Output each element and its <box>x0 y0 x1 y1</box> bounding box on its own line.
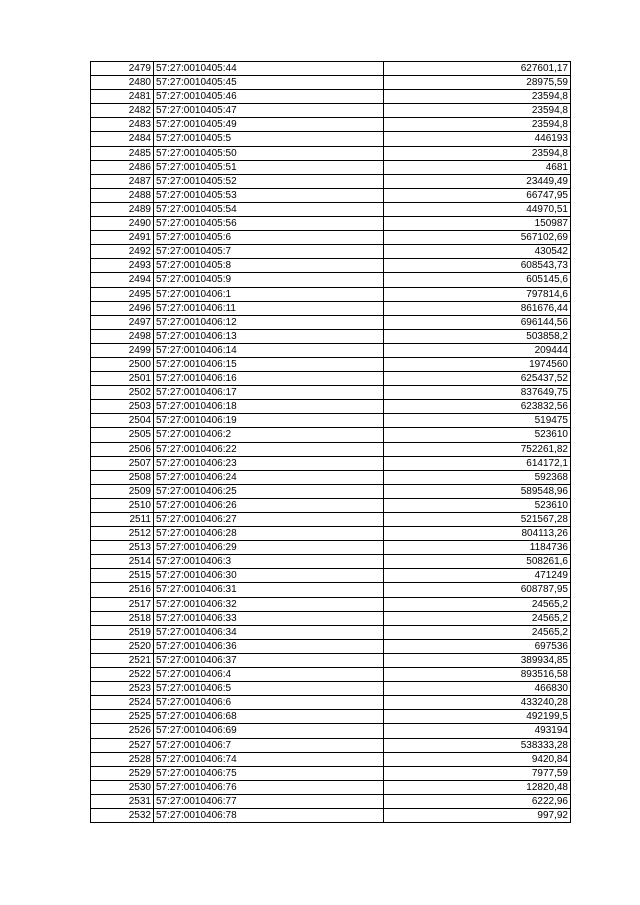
cadastral-value-cell: 627601,17 <box>384 62 571 76</box>
cadastral-number-cell: 57:27:0010406:17 <box>154 386 384 400</box>
cadastral-number-cell: 57:27:0010406:75 <box>154 766 384 780</box>
cadastral-value-cell: 503858,2 <box>384 329 571 343</box>
cadastral-value-cell: 614172,1 <box>384 456 571 470</box>
cadastral-value-cell: 519475 <box>384 414 571 428</box>
row-number-cell: 2519 <box>91 625 154 639</box>
cadastral-value-cell: 837649,75 <box>384 386 571 400</box>
row-number-cell: 2489 <box>91 202 154 216</box>
cadastral-value-cell: 23594,8 <box>384 146 571 160</box>
table-row <box>91 357 571 371</box>
cadastral-number-cell: 57:27:0010406:76 <box>154 780 384 794</box>
cadastral-number-cell: 57:27:0010405:52 <box>154 174 384 188</box>
cadastral-value-cell: 1184736 <box>384 541 571 555</box>
row-number-cell: 2513 <box>91 541 154 555</box>
row-number-cell: 2520 <box>91 639 154 653</box>
cadastral-number-cell: 57:27:0010405:49 <box>154 118 384 132</box>
row-number-cell: 2524 <box>91 696 154 710</box>
cadastral-value-cell: 23594,8 <box>384 104 571 118</box>
table-row <box>91 653 571 667</box>
row-number-cell: 2488 <box>91 188 154 202</box>
cadastral-value-cell: 493194 <box>384 724 571 738</box>
cadastral-number-cell: 57:27:0010406:30 <box>154 569 384 583</box>
row-number-cell: 2506 <box>91 442 154 456</box>
cadastral-value-cell: 430542 <box>384 245 571 259</box>
cadastral-value-cell: 592368 <box>384 470 571 484</box>
cadastral-value-cell: 538333,28 <box>384 738 571 752</box>
cadastral-number-cell: 57:27:0010406:69 <box>154 724 384 738</box>
table-row <box>91 202 571 216</box>
row-number-cell: 2484 <box>91 132 154 146</box>
cadastral-value-cell: 4681 <box>384 160 571 174</box>
cadastral-number-cell: 57:27:0010406:7 <box>154 738 384 752</box>
cadastral-number-cell: 57:27:0010406:33 <box>154 611 384 625</box>
row-number-cell: 2482 <box>91 104 154 118</box>
table-row <box>91 62 571 76</box>
cadastral-number-cell: 57:27:0010406:77 <box>154 794 384 808</box>
cadastral-value-cell: 521567,28 <box>384 513 571 527</box>
cadastral-value-cell: 433240,28 <box>384 696 571 710</box>
cadastral-number-cell: 57:27:0010406:24 <box>154 470 384 484</box>
cadastral-number-cell: 57:27:0010405:5 <box>154 132 384 146</box>
table-row <box>91 456 571 470</box>
row-number-cell: 2505 <box>91 428 154 442</box>
cadastral-number-cell: 57:27:0010406:16 <box>154 372 384 386</box>
cadastral-number-cell: 57:27:0010405:51 <box>154 160 384 174</box>
table-row <box>91 76 571 90</box>
row-number-cell: 2508 <box>91 470 154 484</box>
row-number-cell: 2509 <box>91 484 154 498</box>
cadastral-number-cell: 57:27:0010406:14 <box>154 343 384 357</box>
cadastral-value-cell: 471249 <box>384 569 571 583</box>
cadastral-value-cell: 508261,6 <box>384 555 571 569</box>
table-row <box>91 259 571 273</box>
table-row <box>91 343 571 357</box>
table-row <box>91 174 571 188</box>
cadastral-value-cell: 804113,26 <box>384 527 571 541</box>
row-number-cell: 2497 <box>91 315 154 329</box>
table-row <box>91 682 571 696</box>
cadastral-value-cell: 697536 <box>384 639 571 653</box>
row-number-cell: 2526 <box>91 724 154 738</box>
cadastral-value-cell: 696144,56 <box>384 315 571 329</box>
table-row <box>91 400 571 414</box>
row-number-cell: 2501 <box>91 372 154 386</box>
cadastral-number-cell: 57:27:0010406:74 <box>154 752 384 766</box>
cadastral-value-cell: 997,92 <box>384 808 571 822</box>
table-row <box>91 315 571 329</box>
cadastral-number-cell: 57:27:0010405:44 <box>154 62 384 76</box>
row-number-cell: 2487 <box>91 174 154 188</box>
table-row <box>91 583 571 597</box>
table-row <box>91 118 571 132</box>
table-row <box>91 414 571 428</box>
cadastral-value-cell: 44970,51 <box>384 202 571 216</box>
cadastral-value-cell: 608543,73 <box>384 259 571 273</box>
table-row <box>91 808 571 822</box>
cadastral-value-cell: 492199,5 <box>384 710 571 724</box>
cadastral-number-cell: 57:27:0010406:36 <box>154 639 384 653</box>
table-row <box>91 428 571 442</box>
cadastral-value-cell: 446193 <box>384 132 571 146</box>
table-row <box>91 301 571 315</box>
row-number-cell: 2485 <box>91 146 154 160</box>
cadastral-number-cell: 57:27:0010406:68 <box>154 710 384 724</box>
cadastral-value-cell: 1974560 <box>384 357 571 371</box>
table-row <box>91 104 571 118</box>
row-number-cell: 2483 <box>91 118 154 132</box>
table-row <box>91 597 571 611</box>
cadastral-number-cell: 57:27:0010406:29 <box>154 541 384 555</box>
cadastral-value-cell: 389934,85 <box>384 653 571 667</box>
row-number-cell: 2511 <box>91 513 154 527</box>
table-row <box>91 372 571 386</box>
row-number-cell: 2481 <box>91 90 154 104</box>
table-row <box>91 780 571 794</box>
row-number-cell: 2532 <box>91 808 154 822</box>
row-number-cell: 2516 <box>91 583 154 597</box>
cadastral-value-cell: 24565,2 <box>384 625 571 639</box>
table-row <box>91 710 571 724</box>
table-row <box>91 766 571 780</box>
table-row <box>91 696 571 710</box>
table-row <box>91 668 571 682</box>
table-row <box>91 245 571 259</box>
cadastral-value-cell: 24565,2 <box>384 611 571 625</box>
table-row <box>91 724 571 738</box>
row-number-cell: 2494 <box>91 273 154 287</box>
cadastral-number-cell: 57:27:0010405:56 <box>154 217 384 231</box>
cadastral-number-cell: 57:27:0010406:25 <box>154 484 384 498</box>
cadastral-value-cell: 605145,6 <box>384 273 571 287</box>
cadastral-number-cell: 57:27:0010406:22 <box>154 442 384 456</box>
cadastral-number-cell: 57:27:0010406:18 <box>154 400 384 414</box>
cadastral-number-cell: 57:27:0010405:8 <box>154 259 384 273</box>
row-number-cell: 2528 <box>91 752 154 766</box>
cadastral-number-cell: 57:27:0010406:3 <box>154 555 384 569</box>
cadastral-number-cell: 57:27:0010406:27 <box>154 513 384 527</box>
cadastral-value-cell: 893516,58 <box>384 668 571 682</box>
table-row <box>91 625 571 639</box>
cadastral-number-cell: 57:27:0010405:54 <box>154 202 384 216</box>
row-number-cell: 2500 <box>91 357 154 371</box>
row-number-cell: 2479 <box>91 62 154 76</box>
row-number-cell: 2531 <box>91 794 154 808</box>
row-number-cell: 2486 <box>91 160 154 174</box>
cadastral-number-cell: 57:27:0010406:11 <box>154 301 384 315</box>
cadastral-number-cell: 57:27:0010405:45 <box>154 76 384 90</box>
cadastral-number-cell: 57:27:0010406:28 <box>154 527 384 541</box>
cadastral-number-cell: 57:27:0010405:47 <box>154 104 384 118</box>
row-number-cell: 2495 <box>91 287 154 301</box>
table-row <box>91 329 571 343</box>
cadastral-value-cell: 623832,56 <box>384 400 571 414</box>
table-row <box>91 639 571 653</box>
cadastral-value-cell: 752261,82 <box>384 442 571 456</box>
row-number-cell: 2521 <box>91 653 154 667</box>
table-row <box>91 513 571 527</box>
cadastral-number-cell: 57:27:0010405:6 <box>154 231 384 245</box>
row-number-cell: 2515 <box>91 569 154 583</box>
row-number-cell: 2491 <box>91 231 154 245</box>
cadastral-number-cell: 57:27:0010406:32 <box>154 597 384 611</box>
table-row <box>91 231 571 245</box>
table-row <box>91 132 571 146</box>
cadastral-number-cell: 57:27:0010406:5 <box>154 682 384 696</box>
row-number-cell: 2525 <box>91 710 154 724</box>
row-number-cell: 2480 <box>91 76 154 90</box>
table-row <box>91 555 571 569</box>
table-row <box>91 470 571 484</box>
table-row <box>91 287 571 301</box>
table-row <box>91 90 571 104</box>
cadastral-value-cell: 861676,44 <box>384 301 571 315</box>
table-body <box>91 62 571 823</box>
row-number-cell: 2490 <box>91 217 154 231</box>
row-number-cell: 2502 <box>91 386 154 400</box>
cadastral-number-cell: 57:27:0010406:26 <box>154 498 384 512</box>
cadastral-number-cell: 57:27:0010406:19 <box>154 414 384 428</box>
cadastral-value-cell: 66747,95 <box>384 188 571 202</box>
cadastral-value-cell: 12820,48 <box>384 780 571 794</box>
cadastral-number-cell: 57:27:0010406:31 <box>154 583 384 597</box>
row-number-cell: 2530 <box>91 780 154 794</box>
cadastral-number-cell: 57:27:0010405:9 <box>154 273 384 287</box>
table-row <box>91 386 571 400</box>
cadastral-value-cell: 23594,8 <box>384 118 571 132</box>
cadastral-number-cell: 57:27:0010406:23 <box>154 456 384 470</box>
cadastral-value-cell: 9420,84 <box>384 752 571 766</box>
cadastral-value-cell: 523610 <box>384 498 571 512</box>
cadastral-number-cell: 57:27:0010406:37 <box>154 653 384 667</box>
cadastral-value-cell: 209444 <box>384 343 571 357</box>
table-row <box>91 527 571 541</box>
table-row <box>91 794 571 808</box>
cadastral-value-cell: 625437,52 <box>384 372 571 386</box>
cadastral-number-cell: 57:27:0010406:2 <box>154 428 384 442</box>
cadastral-value-cell: 589548,96 <box>384 484 571 498</box>
row-number-cell: 2498 <box>91 329 154 343</box>
row-number-cell: 2522 <box>91 668 154 682</box>
table-row <box>91 160 571 174</box>
cadastral-value-cell: 150987 <box>384 217 571 231</box>
table-row <box>91 273 571 287</box>
row-number-cell: 2518 <box>91 611 154 625</box>
cadastral-value-cell: 567102,69 <box>384 231 571 245</box>
row-number-cell: 2517 <box>91 597 154 611</box>
cadastral-value-cell: 523610 <box>384 428 571 442</box>
row-number-cell: 2527 <box>91 738 154 752</box>
cadastral-number-cell: 57:27:0010406:15 <box>154 357 384 371</box>
row-number-cell: 2507 <box>91 456 154 470</box>
table-row <box>91 217 571 231</box>
table-row <box>91 541 571 555</box>
cadastral-number-cell: 57:27:0010405:7 <box>154 245 384 259</box>
row-number-cell: 2503 <box>91 400 154 414</box>
cadastral-value-cell: 23449,49 <box>384 174 571 188</box>
cadastral-number-cell: 57:27:0010406:13 <box>154 329 384 343</box>
row-number-cell: 2523 <box>91 682 154 696</box>
cadastral-number-cell: 57:27:0010406:78 <box>154 808 384 822</box>
table-row <box>91 752 571 766</box>
cadastral-value-cell: 797814,6 <box>384 287 571 301</box>
table-row <box>91 442 571 456</box>
table-row <box>91 569 571 583</box>
table-row <box>91 484 571 498</box>
row-number-cell: 2504 <box>91 414 154 428</box>
cadastral-value-cell: 466830 <box>384 682 571 696</box>
cadastral-number-cell: 57:27:0010405:50 <box>154 146 384 160</box>
row-number-cell: 2492 <box>91 245 154 259</box>
cadastral-number-cell: 57:27:0010406:4 <box>154 668 384 682</box>
table-row <box>91 738 571 752</box>
row-number-cell: 2512 <box>91 527 154 541</box>
cadastral-value-cell: 608787,95 <box>384 583 571 597</box>
table-row <box>91 611 571 625</box>
cadastral-value-table <box>90 61 571 823</box>
cadastral-number-cell: 57:27:0010406:1 <box>154 287 384 301</box>
cadastral-value-cell: 23594,8 <box>384 90 571 104</box>
cadastral-value-cell: 28975,59 <box>384 76 571 90</box>
table-row <box>91 146 571 160</box>
cadastral-number-cell: 57:27:0010406:6 <box>154 696 384 710</box>
table-row <box>91 188 571 202</box>
cadastral-number-cell: 57:27:0010405:46 <box>154 90 384 104</box>
row-number-cell: 2499 <box>91 343 154 357</box>
cadastral-value-cell: 6222,96 <box>384 794 571 808</box>
table-row <box>91 498 571 512</box>
row-number-cell: 2496 <box>91 301 154 315</box>
cadastral-number-cell: 57:27:0010406:34 <box>154 625 384 639</box>
cadastral-value-cell: 7977,59 <box>384 766 571 780</box>
cadastral-number-cell: 57:27:0010405:53 <box>154 188 384 202</box>
cadastral-number-cell: 57:27:0010406:12 <box>154 315 384 329</box>
cadastral-value-cell: 24565,2 <box>384 597 571 611</box>
row-number-cell: 2493 <box>91 259 154 273</box>
row-number-cell: 2510 <box>91 498 154 512</box>
row-number-cell: 2529 <box>91 766 154 780</box>
row-number-cell: 2514 <box>91 555 154 569</box>
